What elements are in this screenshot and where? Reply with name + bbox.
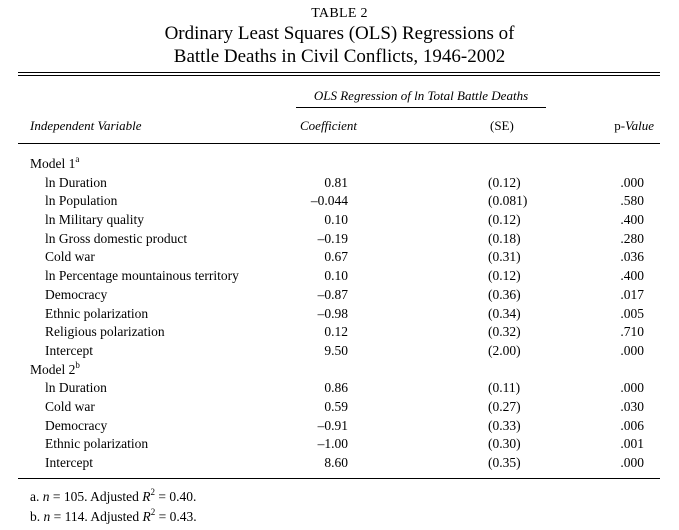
coefficient-value: 0.12 bbox=[324, 324, 348, 340]
p-value: .000 bbox=[620, 380, 644, 396]
note-n-text: = 114. Adjusted bbox=[50, 509, 143, 524]
table-row bbox=[0, 211, 679, 230]
standard-error-value: (0.11) bbox=[488, 380, 521, 396]
coefficient-value: –0.044 bbox=[310, 193, 348, 209]
table-row bbox=[0, 305, 679, 324]
p-value: .000 bbox=[620, 342, 644, 358]
variable-name: Ethnic polarization bbox=[45, 436, 149, 452]
coefficient-value: –0.87 bbox=[317, 286, 348, 302]
variable-name: Cold war bbox=[45, 249, 95, 265]
standard-error-value: (0.12) bbox=[488, 212, 521, 228]
table-row bbox=[0, 230, 679, 249]
model-label bbox=[30, 155, 79, 174]
p-value-suffix: Value bbox=[625, 118, 654, 133]
note-r-exponent: 2 bbox=[150, 487, 155, 497]
p-value: .400 bbox=[620, 212, 644, 228]
variable-name: ln Duration bbox=[45, 380, 107, 396]
variable-name: Democracy bbox=[45, 286, 108, 302]
model-label-text: Model 1 bbox=[30, 156, 76, 171]
p-value: .280 bbox=[620, 230, 644, 246]
note-n-label: n bbox=[42, 489, 50, 504]
p-value: .030 bbox=[620, 398, 644, 414]
table-body bbox=[0, 155, 679, 473]
table-row bbox=[0, 174, 679, 193]
column-header-coefficient: Coefficient bbox=[300, 118, 358, 133]
p-value: .710 bbox=[620, 324, 644, 340]
p-value: .001 bbox=[620, 436, 644, 452]
column-header-se: (SE) bbox=[490, 118, 514, 133]
model-label bbox=[30, 361, 80, 380]
p-value: .036 bbox=[620, 249, 644, 265]
variable-name: Cold war bbox=[45, 398, 95, 414]
standard-error-value: (0.34) bbox=[488, 305, 521, 321]
variable-name: Religious polarization bbox=[45, 324, 165, 340]
p-value: .400 bbox=[620, 268, 644, 284]
table-title-block bbox=[0, 6, 679, 68]
note-r-text: = 0.43. bbox=[155, 509, 197, 524]
table-notes bbox=[30, 487, 197, 527]
coefficient-value: 0.81 bbox=[324, 174, 348, 190]
coefficient-value: –0.91 bbox=[317, 417, 348, 433]
table-label: TABLE 2 bbox=[311, 6, 368, 21]
note-marker: b. bbox=[30, 509, 41, 524]
bottom-rule bbox=[18, 478, 660, 479]
table-row bbox=[0, 398, 679, 417]
column-header-independent-variable: Independent Variable bbox=[30, 118, 142, 133]
p-value: .000 bbox=[620, 174, 644, 190]
coefficient-value: 9.50 bbox=[324, 342, 348, 358]
coefficient-value: 0.86 bbox=[324, 380, 348, 396]
spanning-header-rule bbox=[296, 107, 546, 108]
header-bottom-rule bbox=[18, 143, 660, 144]
table-row bbox=[0, 435, 679, 454]
top-rule-1 bbox=[18, 72, 660, 73]
standard-error-value: (2.00) bbox=[488, 342, 521, 358]
footnote-marker: a bbox=[75, 154, 80, 164]
footnote-marker: b bbox=[75, 359, 80, 370]
standard-error-value: (0.35) bbox=[488, 455, 521, 470]
coefficient-value: 0.59 bbox=[324, 398, 348, 414]
note-r-text: = 0.40. bbox=[155, 489, 197, 504]
standard-error-value: (0.27) bbox=[488, 398, 521, 414]
table-row bbox=[0, 286, 679, 305]
variable-name: Intercept bbox=[45, 342, 93, 358]
p-value: .000 bbox=[620, 455, 644, 470]
model-1-heading bbox=[0, 155, 679, 174]
model-label-text: Model 2 bbox=[30, 361, 76, 377]
variable-name: ln Percentage mountainous territory bbox=[45, 268, 239, 284]
table-note bbox=[30, 487, 197, 507]
table-row bbox=[0, 248, 679, 267]
variable-name: ln Military quality bbox=[45, 212, 144, 228]
standard-error-value: (0.33) bbox=[488, 417, 521, 433]
table-row bbox=[0, 342, 679, 361]
coefficient-value: 0.10 bbox=[324, 212, 348, 228]
p-value: .580 bbox=[620, 193, 644, 209]
coefficient-value: –1.00 bbox=[317, 436, 348, 452]
table-row bbox=[0, 192, 679, 211]
table-note bbox=[30, 507, 197, 527]
standard-error-value: (0.081) bbox=[488, 193, 528, 209]
note-n-text: = 105. Adjusted bbox=[49, 489, 143, 504]
table-row bbox=[0, 379, 679, 398]
table-title-line-2: Battle Deaths in Civil Conflicts, 1946-2002 bbox=[173, 46, 506, 67]
p-value: .005 bbox=[620, 305, 644, 321]
coefficient-value: 8.60 bbox=[324, 455, 348, 470]
variable-name: ln Gross domestic product bbox=[45, 230, 188, 246]
coefficient-value: 0.67 bbox=[324, 249, 348, 265]
coefficient-value: 0.10 bbox=[324, 268, 348, 284]
table-row bbox=[0, 267, 679, 286]
top-rule-2 bbox=[18, 75, 660, 76]
coefficient-value: –0.98 bbox=[317, 305, 348, 321]
table-title-line-1: Ordinary Least Squares (OLS) Regressions of bbox=[164, 23, 515, 44]
note-r-exponent: 2 bbox=[150, 507, 156, 517]
note-n-label: n bbox=[43, 509, 51, 524]
standard-error-value: (0.12) bbox=[488, 174, 521, 190]
column-header-p-value bbox=[600, 118, 654, 134]
note-r-label: R bbox=[142, 509, 151, 524]
standard-error-value: (0.31) bbox=[488, 249, 521, 265]
p-value: .006 bbox=[620, 417, 644, 433]
table-row bbox=[0, 417, 679, 436]
p-value-prefix: p- bbox=[614, 118, 626, 133]
variable-name: Ethnic polarization bbox=[45, 305, 149, 321]
note-marker: a. bbox=[30, 489, 40, 504]
coefficient-value: –0.19 bbox=[317, 230, 348, 246]
standard-error-value: (0.36) bbox=[488, 286, 521, 302]
variable-name: Intercept bbox=[45, 455, 93, 470]
variable-name: Democracy bbox=[45, 417, 108, 433]
p-value: .017 bbox=[620, 286, 644, 302]
variable-name: ln Duration bbox=[45, 174, 107, 190]
standard-error-value: (0.30) bbox=[488, 436, 521, 452]
spanning-header: OLS Regression of ln Total Battle Deaths bbox=[313, 88, 529, 103]
table-row bbox=[0, 454, 679, 473]
standard-error-value: (0.12) bbox=[488, 268, 521, 284]
note-r-label: R bbox=[142, 489, 151, 504]
standard-error-value: (0.18) bbox=[488, 230, 521, 246]
table-row bbox=[0, 323, 679, 342]
variable-name: ln Population bbox=[45, 193, 118, 209]
standard-error-value: (0.32) bbox=[488, 324, 521, 340]
model-2-heading bbox=[0, 361, 679, 380]
